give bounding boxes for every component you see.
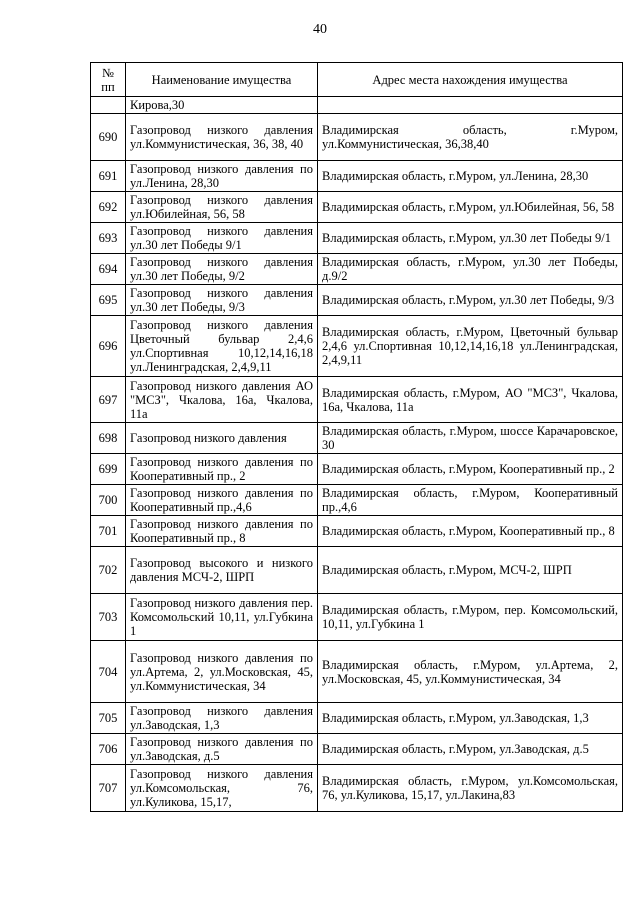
row-address: Владимирская область, г.Муром, ул.Ленина, 28,30 [318, 161, 623, 192]
row-address: Владимирская область, г.Муром, ул.Заводская, 1,3 [318, 703, 623, 734]
row-number: 693 [91, 223, 126, 254]
table-row [91, 485, 623, 516]
table-row [91, 594, 623, 641]
row-number: 695 [91, 285, 126, 316]
row-number: 690 [91, 114, 126, 161]
row-name: Газопровод низкого давления ул.Юбилейная, 56, 58 [126, 192, 318, 223]
table-row [91, 377, 623, 423]
row-name: Газопровод низкого давления [126, 423, 318, 454]
row-number: 703 [91, 594, 126, 641]
table-row [91, 285, 623, 316]
row-name: Газопровод низкого давления ул.30 лет Победы, 9/2 [126, 254, 318, 285]
row-address: Владимирская область, г.Муром, ул.Юбилейная, 56, 58 [318, 192, 623, 223]
row-address: Владимирская область, г.Муром, АО "МСЗ", Чкалова, 16а, Чкалова, 11а [318, 377, 623, 423]
row-number: 696 [91, 316, 126, 377]
row-name: Газопровод низкого давления по Кооперативный пр.,4,6 [126, 485, 318, 516]
table-row [91, 765, 623, 812]
row-name: Газопровод низкого давления пер. Комсомольский 10,11, ул.Губкина 1 [126, 594, 318, 641]
row-address: Владимирская область, г.Муром, Кооперативный пр., 2 [318, 454, 623, 485]
row-number: 697 [91, 377, 126, 423]
row-name: Газопровод низкого давления по ул.Заводская, д.5 [126, 734, 318, 765]
row-address: Владимирская область, г.Муром, Кооперативный пр., 8 [318, 516, 623, 547]
row-number: 705 [91, 703, 126, 734]
row-number: 698 [91, 423, 126, 454]
row-number: 694 [91, 254, 126, 285]
header-num: № пп [91, 63, 126, 97]
row-name: Газопровод низкого давления ул.Заводская, 1,3 [126, 703, 318, 734]
row-number: 706 [91, 734, 126, 765]
row-name: Газопровод низкого давления по ул.Ленина, 28,30 [126, 161, 318, 192]
table-row [91, 192, 623, 223]
header-name: Наименование имущества [126, 63, 318, 97]
row-address: Владимирская область, г.Муром, ул.Комсомольская, 76, ул.Куликова, 15,17, ул.Лакина,83 [318, 765, 623, 812]
row-name: Газопровод низкого давления Цветочный бульвар 2,4,6 ул.Спортивная 10,12,14,16,18 ул.Ленинградская, 2,4,9,11 [126, 316, 318, 377]
table-row [91, 114, 623, 161]
row-number: 700 [91, 485, 126, 516]
table-row [91, 703, 623, 734]
row-address: Владимирская область, г.Муром, ул.Заводская, д.5 [318, 734, 623, 765]
table-row [91, 454, 623, 485]
table-row [91, 641, 623, 703]
row-address: Владимирская область, г.Муром, ул.Артема, 2, ул.Московская, 45, ул.Коммунистическая, 34 [318, 641, 623, 703]
row-name: Кирова,30 [126, 97, 318, 114]
row-name: Газопровод низкого давления АО "МСЗ", Чкалова, 16а, Чкалова, 11а [126, 377, 318, 423]
row-number: 691 [91, 161, 126, 192]
row-address: Владимирская область, г.Муром, шоссе Карачаровское, 30 [318, 423, 623, 454]
table-row [91, 254, 623, 285]
table-row [91, 734, 623, 765]
property-table [90, 62, 623, 812]
row-address: Владимирская область, г.Муром, Цветочный бульвар 2,4,6 ул.Спортивная 10,12,14,16,18 ул.Ленинградская, 2,4,9,11 [318, 316, 623, 377]
row-address [318, 97, 623, 114]
row-number: 702 [91, 547, 126, 594]
row-name: Газопровод низкого давления ул.Коммунистическая, 36, 38, 40 [126, 114, 318, 161]
header-address: Адрес места нахождения имущества [318, 63, 623, 97]
table-row [91, 516, 623, 547]
table-row [91, 316, 623, 377]
row-name: Газопровод низкого давления по Кооперативный пр., 2 [126, 454, 318, 485]
page-number: 40 [313, 22, 327, 37]
row-name: Газопровод низкого давления по Кооперативный пр., 8 [126, 516, 318, 547]
row-address: Владимирская область, г.Муром, ул.30 лет Победы, 9/3 [318, 285, 623, 316]
row-number: 699 [91, 454, 126, 485]
row-address: Владимирская область, г.Муром, Кооперативный пр.,4,6 [318, 485, 623, 516]
row-address: Владимирская область, г.Муром, ул.30 лет Победы 9/1 [318, 223, 623, 254]
row-number: 692 [91, 192, 126, 223]
row-address: Владимирская область, г.Муром, ул.Коммунистическая, 36,38,40 [318, 114, 623, 161]
row-address: Владимирская область, г.Муром, МСЧ-2, ШРП [318, 547, 623, 594]
row-name: Газопровод низкого давления ул.Комсомольская, 76, ул.Куликова, 15,17, [126, 765, 318, 812]
row-number: 701 [91, 516, 126, 547]
table-row [91, 161, 623, 192]
table-row [91, 97, 623, 114]
row-name: Газопровод низкого давления ул.30 лет Победы, 9/3 [126, 285, 318, 316]
row-name: Газопровод низкого давления по ул.Артема, 2, ул.Московская, 45, ул.Коммунистическая, 34 [126, 641, 318, 703]
row-name: Газопровод высокого и низкого давления МСЧ-2, ШРП [126, 547, 318, 594]
table-header-row [91, 63, 623, 97]
table-row [91, 223, 623, 254]
row-number: 704 [91, 641, 126, 703]
row-address: Владимирская область, г.Муром, ул.30 лет Победы, д.9/2 [318, 254, 623, 285]
table-row [91, 547, 623, 594]
table-row [91, 423, 623, 454]
row-number: 707 [91, 765, 126, 812]
row-number [91, 97, 126, 114]
row-name: Газопровод низкого давления ул.30 лет Победы 9/1 [126, 223, 318, 254]
row-address: Владимирская область, г.Муром, пер. Комсомольский, 10,11, ул.Губкина 1 [318, 594, 623, 641]
